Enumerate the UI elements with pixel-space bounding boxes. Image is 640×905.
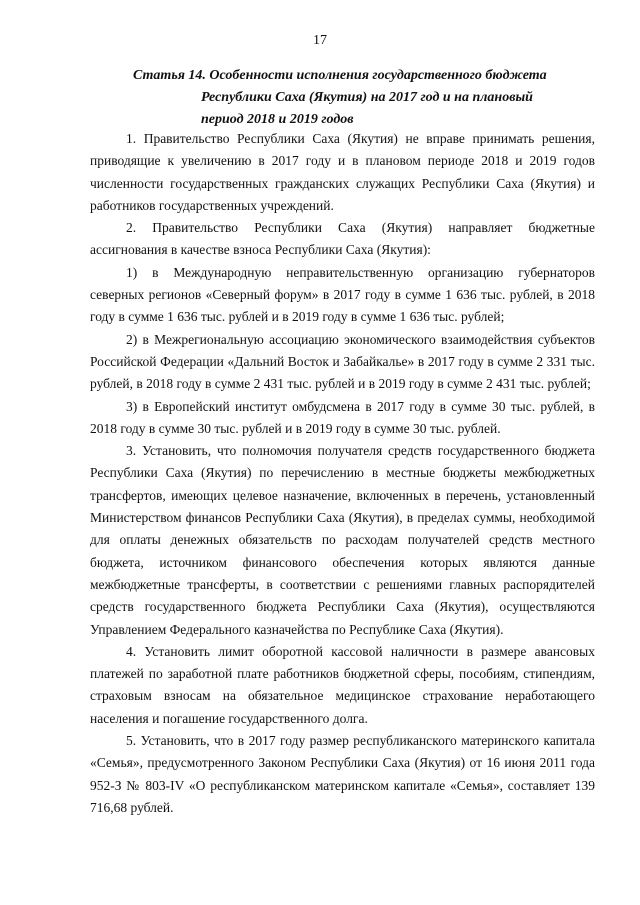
paragraph-2-item-3: 3) в Европейский институт омбудсмена в 2017 году в сумме 30 тыс. рублей, в 2018 году в сумме 30 тыс. рублей и в 2019 году в сумме 30 тыс. рублей. xyxy=(90,398,595,436)
paragraph-2-item-2: 2) в Межрегиональную ассоциацию экономического взаимодействия субъектов Российской Федерации «Дальний Восток и Забайкалье» в 2017 году в сумме 2 331 тыс. рублей, в 2018 году в сумме 2 431 тыс. рублей и в 2019 году в сумме 2 431 тыс. рублей; xyxy=(90,331,595,392)
paragraph-1: 1. Правительство Республики Саха (Якутия) не вправе принимать решения, приводящие к увеличению в 2017 году и в плановом периоде 2018 и 2019 годов численности государственных гражданских служащих Республики Саха (Якутия) и работников государственных учреждений. xyxy=(90,131,595,213)
paragraph-5: 5. Установить, что в 2017 году размер республиканского материнского капитала «Семья», предусмотренного Законом Республики Саха (Якутия) от 16 июня 2011 года 952-З № 803-IV «О республиканском материнском капитале «Семья», составляет 139 716,68 рублей. xyxy=(90,733,595,815)
paragraph-3: 3. Установить, что полномочия получателя средств государственного бюджета Республики Саха (Якутия) по перечислению в местные бюджеты межбюджетных трансфертов, имеющих целевое назначение, включенных в перечень, установленный Министерством финансов Республики Саха (Якутия), в пределах суммы, необходимой для оплаты денежных обязательств по расходам получателей средств местного бюджета, источником финансового обеспечения которых являются данные межбюджетные трансферты, в соответствии с решениями главных распорядителей средств государственного бюджета Республики Саха (Якутия), осуществляются Управлением Федерального казначейства по Республике Саха (Якутия). xyxy=(90,443,595,637)
paragraph-2: 2. Правительство Республики Саха (Якутия) направляет бюджетные ассигнования в качестве взноса Республики Саха (Якутия): xyxy=(90,220,595,258)
paragraph-4: 4. Установить лимит оборотной кассовой наличности в размере авансовых платежей по заработной плате работников бюджетной сферы, пособиям, стипендиям, страховым взносам на обязательное медицинское страхование неработающего населения и погашение государственного долга. xyxy=(90,643,595,726)
article-heading-text-1: Статья 14. Особенности исполнения государственного бюджета xyxy=(133,68,547,83)
article-heading-text-2: Республики Саха (Якутия) на 2017 год и на плановый xyxy=(201,90,533,105)
paragraph-2-item-1: 1) в Международную неправительственную организацию губернаторов северных регионов «Северный форум» в 2017 году в сумме 1 636 тыс. рублей, в 2018 году в сумме 1 636 тыс. рублей и в 2019 году в сумме 1 636 тыс. рублей; xyxy=(90,264,595,325)
article-heading-text-3: период 2018 и 2019 годов xyxy=(201,112,354,127)
page-number: 17 xyxy=(313,33,327,48)
article-body xyxy=(90,128,595,819)
